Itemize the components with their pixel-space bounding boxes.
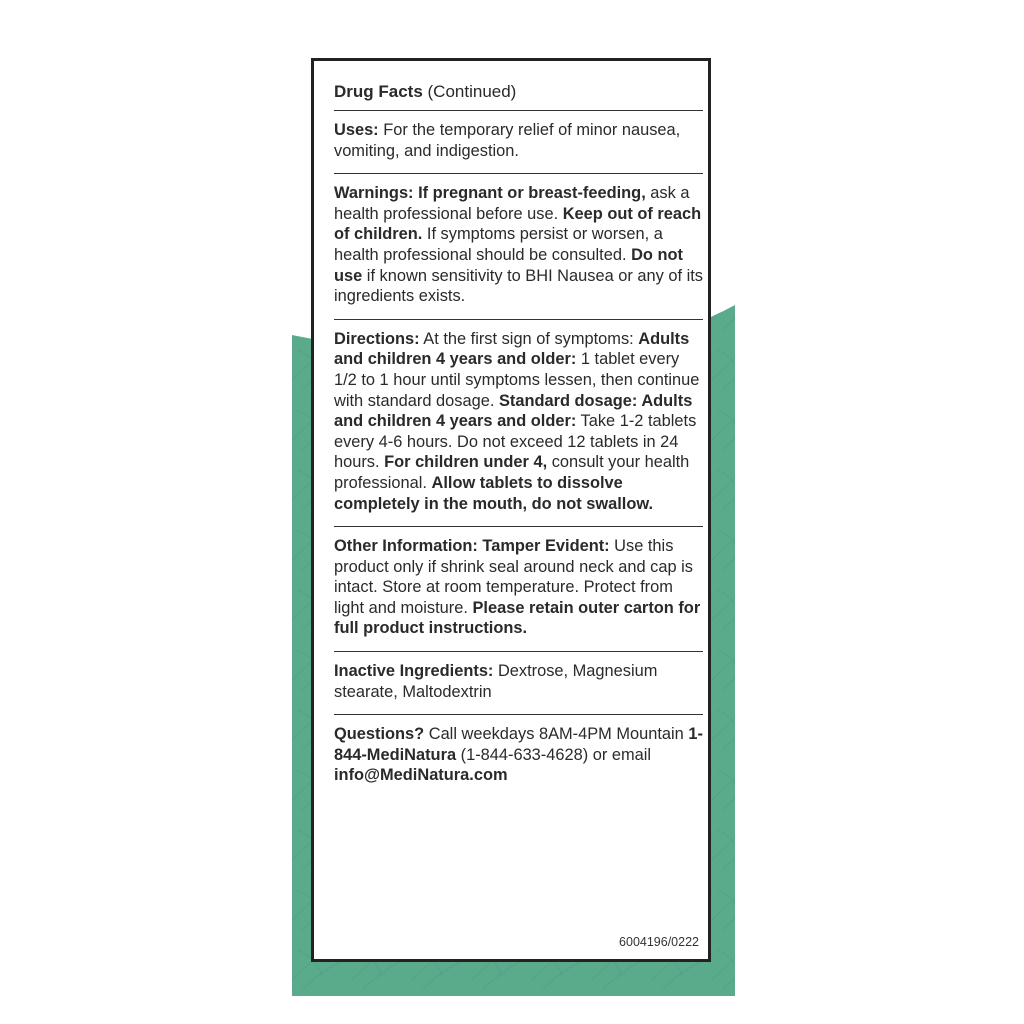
questions-section: Questions? Call weekdays 8AM-4PM Mountain 1-844-MediNatura (1-844-633-4628) or email info@MediNatura.com bbox=[334, 714, 703, 798]
drug-facts-title: Drug Facts (Continued) bbox=[334, 82, 517, 101]
uses-section: Uses: For the temporary relief of minor nausea, vomiting, and indigestion. bbox=[334, 110, 703, 173]
drug-facts-panel bbox=[311, 58, 711, 962]
product-code: 6004196/0222 bbox=[619, 935, 699, 949]
directions-section: Directions: At the first sign of symptoms: Adults and children 4 years and older: 1 tablet every 1/2 to 1 hour until symptoms lessen, then continue with standard dosage. Standard dosage: Adults and children 4 years and older: Take 1-2 tablets every 4-6 hours. Do not exceed 12 tablets in 24 hours. For children under 4, consult your health professional. Allow tablets to dissolve completely in the mouth, do not swallow. bbox=[334, 319, 703, 526]
other-information-section: Other Information: Tamper Evident: Use this product only if shrink seal around neck and cap is intact. Store at room temperature. Protect from light and moisture. Please retain outer carton for full product instructions. bbox=[334, 526, 703, 651]
inactive-ingredients-section: Inactive Ingredients: Dextrose, Magnesium stearate, Maltodextrin bbox=[334, 651, 703, 714]
warnings-section: Warnings: If pregnant or breast-feeding, ask a health professional before use. Keep out of reach of children. If symptoms persist or worsen, a health professional should be consulted. Do not use if known sensitivity to BHI Nausea or any of its ingredients exists. bbox=[334, 173, 703, 319]
